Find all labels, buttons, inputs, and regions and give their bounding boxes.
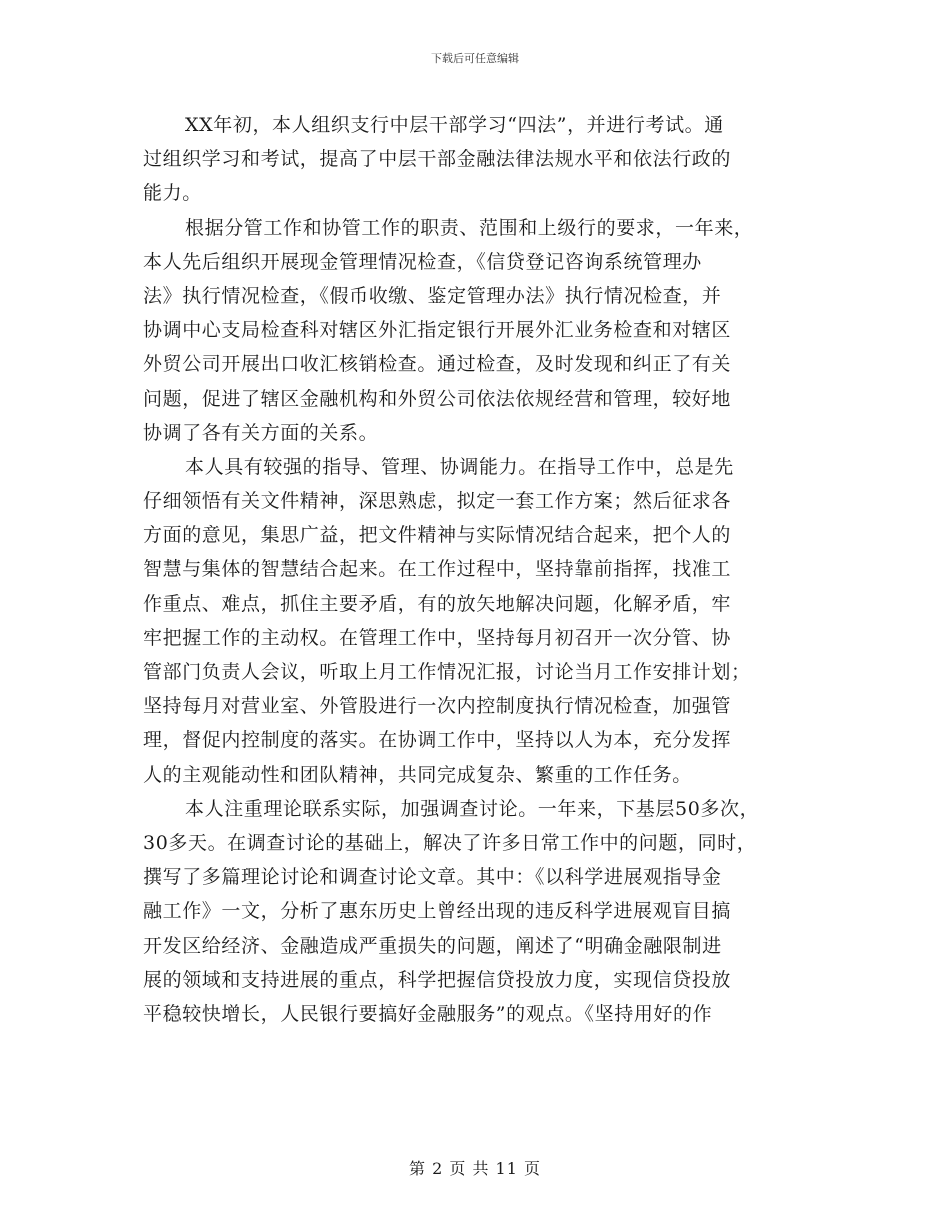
- text-line: 本人具有较强的指导、管理、协调能力。在指导工作中，总是先: [185, 455, 734, 478]
- text-line: 作重点、难点，抓住主要矛盾，有的放矢地解决问题，化解矛盾，牢: [143, 592, 732, 615]
- text-line: 牢把握工作的主动权。在管理工作中，坚持每月初召开一次分管、协: [143, 626, 732, 649]
- text-line: 仔细领悟有关文件精神，深思熟虑，拟定一套工作方案；然后征求各: [143, 490, 732, 513]
- text-line: 理，督促内控制度的落实。在协调工作中，坚持以人为本，充分发挥: [143, 729, 732, 752]
- text-line: 协调中心支局检查科对辖区外汇指定银行开展外汇业务检查和对辖区: [143, 319, 732, 342]
- text-line: 本人注重理论联系实际，加强调查讨论。一年来，下基层50多次，: [185, 797, 760, 820]
- text-line: 方面的意见，集思广益，把文件精神与实际情况结合起来，把个人的: [143, 524, 732, 547]
- text-line: 智慧与集体的智慧结合起来。在工作过程中，坚持靠前指挥，找准工: [143, 558, 732, 581]
- text-line: 30多天。在调查讨论的基础上，解决了许多日常工作中的问题，同时，: [143, 831, 757, 854]
- text-line: 问题，促进了辖区金融机构和外贸公司依法依规经营和管理，较好地: [143, 387, 732, 410]
- text-line: 管部门负责人会议，听取上月工作情况汇报，讨论当月工作安排计划；: [143, 661, 751, 683]
- text-line: 协调了各有关方面的关系。: [143, 421, 379, 444]
- text-line: 撰写了多篇理论讨论和调查讨论文章。其中：《以科学进展观指导金: [143, 866, 722, 889]
- paragraph: [143, 108, 808, 211]
- text-line: 法》执行情况检查，《假币收缴、鉴定管理办法》执行情况检查，并: [143, 284, 722, 307]
- text-line: 能力。: [143, 182, 202, 205]
- text-line: 坚持每月对营业室、外管股进行一次内控制度执行情况检查，加强管: [143, 695, 732, 718]
- text-line: 平稳较快增长，人民银行要搞好金融服务”的观点。《坚持用好的作: [143, 1002, 713, 1025]
- page-header-note: 下载后可任意编辑: [431, 52, 519, 65]
- text-line: 融工作》一文，分析了惠东历史上曾经出现的违反科学进展观盲目搞: [143, 900, 732, 923]
- text-line: 根据分管工作和协管工作的职责、范围和上级行的要求，一年来，: [185, 216, 754, 239]
- text-line: 人的主观能动性和团队精神，共同完成复杂、繁重的工作任务。: [143, 763, 692, 786]
- page-number: 第 2 页 共 11 页: [409, 1159, 541, 1178]
- text-line: XX年初，本人组织支行中层干部学习“四法”，并进行考试。通: [185, 114, 724, 136]
- document-body: [143, 108, 808, 1031]
- paragraph: [143, 450, 808, 792]
- text-line: 本人先后组织开展现金管理情况检查，《信贷登记咨询系统管理办: [143, 250, 702, 273]
- text-line: 开发区给经济、金融造成严重损失的问题，阐述了“明确金融限制进: [143, 934, 722, 957]
- paragraph: [143, 211, 808, 450]
- text-line: 外贸公司开展出口收汇核销检查。通过检查，及时发现和纠正了有关: [143, 353, 732, 376]
- paragraph: [143, 792, 808, 1031]
- text-line: 过组织学习和考试，提高了中层干部金融法律法规水平和依法行政的: [143, 148, 732, 171]
- text-line: 展的领域和支持进展的重点，科学把握信贷投放力度，实现信贷投放: [143, 968, 732, 991]
